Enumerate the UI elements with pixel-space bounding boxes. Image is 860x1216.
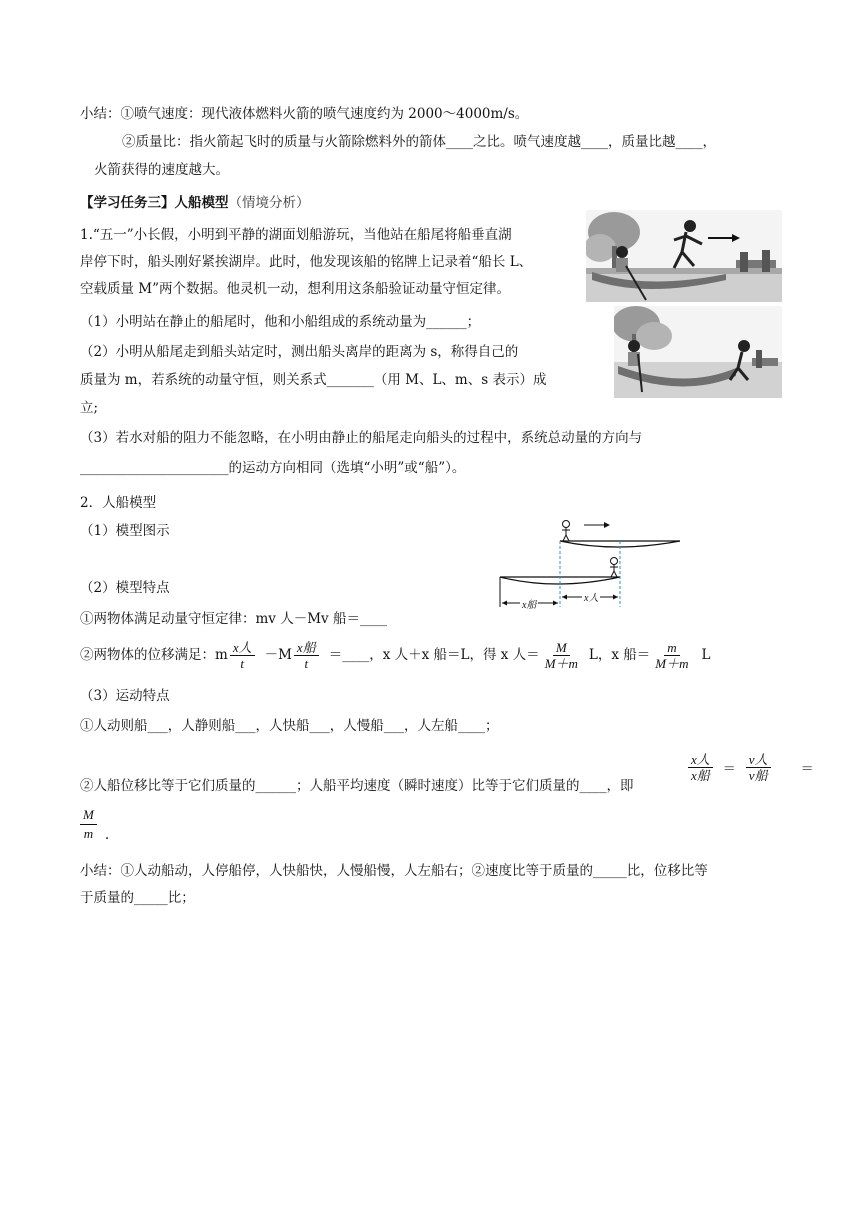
model-formula-2: [80, 636, 710, 674]
model-title: 2．人船模型: [80, 495, 157, 511]
formula2-prefix: ②两物体的位移满足：m: [80, 647, 228, 663]
motion-feature-2: ②人船位移比等于它们质量的______；人船平均速度（瞬时速度）比等于它们质量的____，即: [80, 778, 634, 794]
fraction-denominator: t: [304, 655, 309, 671]
fraction-numerator: x人: [230, 640, 255, 656]
formula2-equation: ＝____，x 人＋x 船＝L，得 x 人＝: [328, 647, 540, 663]
q1-part2-c: 立;: [80, 400, 99, 416]
ratio-v-fraction: [746, 752, 771, 783]
ratio-x-fraction: [688, 752, 713, 783]
fraction-numerator: v人: [746, 752, 771, 768]
fraction-denominator: x船: [691, 768, 710, 783]
summary2-line1: 小结：①人动船动，人停船停，人快船快，人慢船慢，人左船右；②速度比等于质量的_____比，位移比等: [80, 863, 708, 879]
diagram-label-boat: x船: [520, 596, 538, 611]
q1-part3-b: ______________________的运动方向相同（选填“小明”或“船”）。: [80, 460, 466, 476]
diagram-label-person: x人: [582, 589, 600, 604]
q1-part2-b: 质量为 m，若系统的动量守恒，则关系式_______（用 M、L、m、s 表示）成: [80, 372, 547, 388]
fraction-M-over-Mm: [542, 640, 581, 671]
q1-part2-a: （2）小明从船尾走到船头站定时，测出船头离岸的距离为 s，称得自己的: [80, 344, 519, 360]
fraction-numerator: M: [553, 640, 570, 656]
person-boat-model-diagram: [496, 515, 684, 611]
model-formula-1: ①两物体满足动量守恒定律：mv 人－Mv 船＝____: [80, 611, 387, 627]
motion-feature-1: ①人动则船___，人静则船___，人快船___，人慢船___，人左船____；: [80, 718, 499, 734]
formula2-L1: L，x 船＝: [588, 647, 651, 663]
q1-line2: 岸停下时，船头刚好紧挨湖岸。此时，他发现该船的铭牌上记录着“船长 L、: [80, 254, 533, 270]
q1-line3: 空载质量 M”两个数据。他灵机一动，想利用这条船验证动量守恒定律。: [80, 281, 511, 297]
summary1-line2: ②质量比：指火箭起飞时的质量与火箭除燃料外的箭体____之比。喷气速度越____，质量比越____，: [122, 134, 716, 150]
q1-part3-a: （3）若水对船的阻力不能忽略，在小明由静止的船尾走向船头的过程中，系统总动量的方向与: [80, 430, 643, 446]
ratio-mass-fraction: [78, 806, 109, 843]
boat-jump-illustration: [586, 210, 782, 302]
fraction-denominator: m: [83, 826, 94, 841]
fraction-x-boat-over-t: [294, 640, 319, 671]
ratio-equals-2: ＝: [800, 762, 814, 777]
fraction-numerator: m: [664, 640, 679, 656]
summary1-line3: 火箭获得的速度越大。: [94, 162, 229, 178]
summary1-line1: 小结：①喷气速度：现代液体燃料火箭的喷气速度约为 2000～4000m/s。: [80, 106, 529, 122]
fraction-numerator: x船: [294, 640, 319, 656]
formula2-L2: L: [701, 647, 711, 663]
ratio-equals-1: ＝: [722, 762, 736, 777]
q1-line1: 1.“五一”小长假，小明到平静的湖面划船游玩，当他站在船尾将船垂直湖: [80, 227, 512, 243]
fraction-denominator: t: [240, 655, 245, 671]
fraction-M-over-m: [80, 806, 97, 843]
model-subtitle-3: （3）运动特点: [80, 688, 170, 704]
task3-heading-title: 【学习任务三】人船模型: [80, 195, 229, 211]
model-subtitle-1: （1）模型图示: [80, 523, 170, 539]
model-subtitle-2: （2）模型特点: [80, 580, 170, 596]
task3-heading-note: （情境分析）: [228, 195, 310, 211]
period: .: [104, 827, 110, 843]
fraction-denominator: v船: [748, 768, 768, 783]
fraction-m-over-Mm: [652, 640, 691, 671]
formula2-minus: －M: [264, 647, 292, 663]
fraction-denominator: M＋m: [655, 655, 689, 671]
fraction-numerator: M: [80, 806, 97, 825]
summary2-line2: 于质量的_____比；: [80, 890, 195, 906]
task3-heading: [80, 193, 310, 213]
q1-part1: （1）小明站在静止的船尾时，他和小船组成的系统动量为______；: [80, 314, 481, 330]
velocity-ratio-expression: [686, 752, 814, 783]
fraction-x-person-over-t: [230, 640, 255, 671]
fraction-numerator: x人: [688, 752, 713, 768]
fraction-denominator: M＋m: [544, 655, 578, 671]
boat-shore-illustration: [614, 306, 782, 398]
